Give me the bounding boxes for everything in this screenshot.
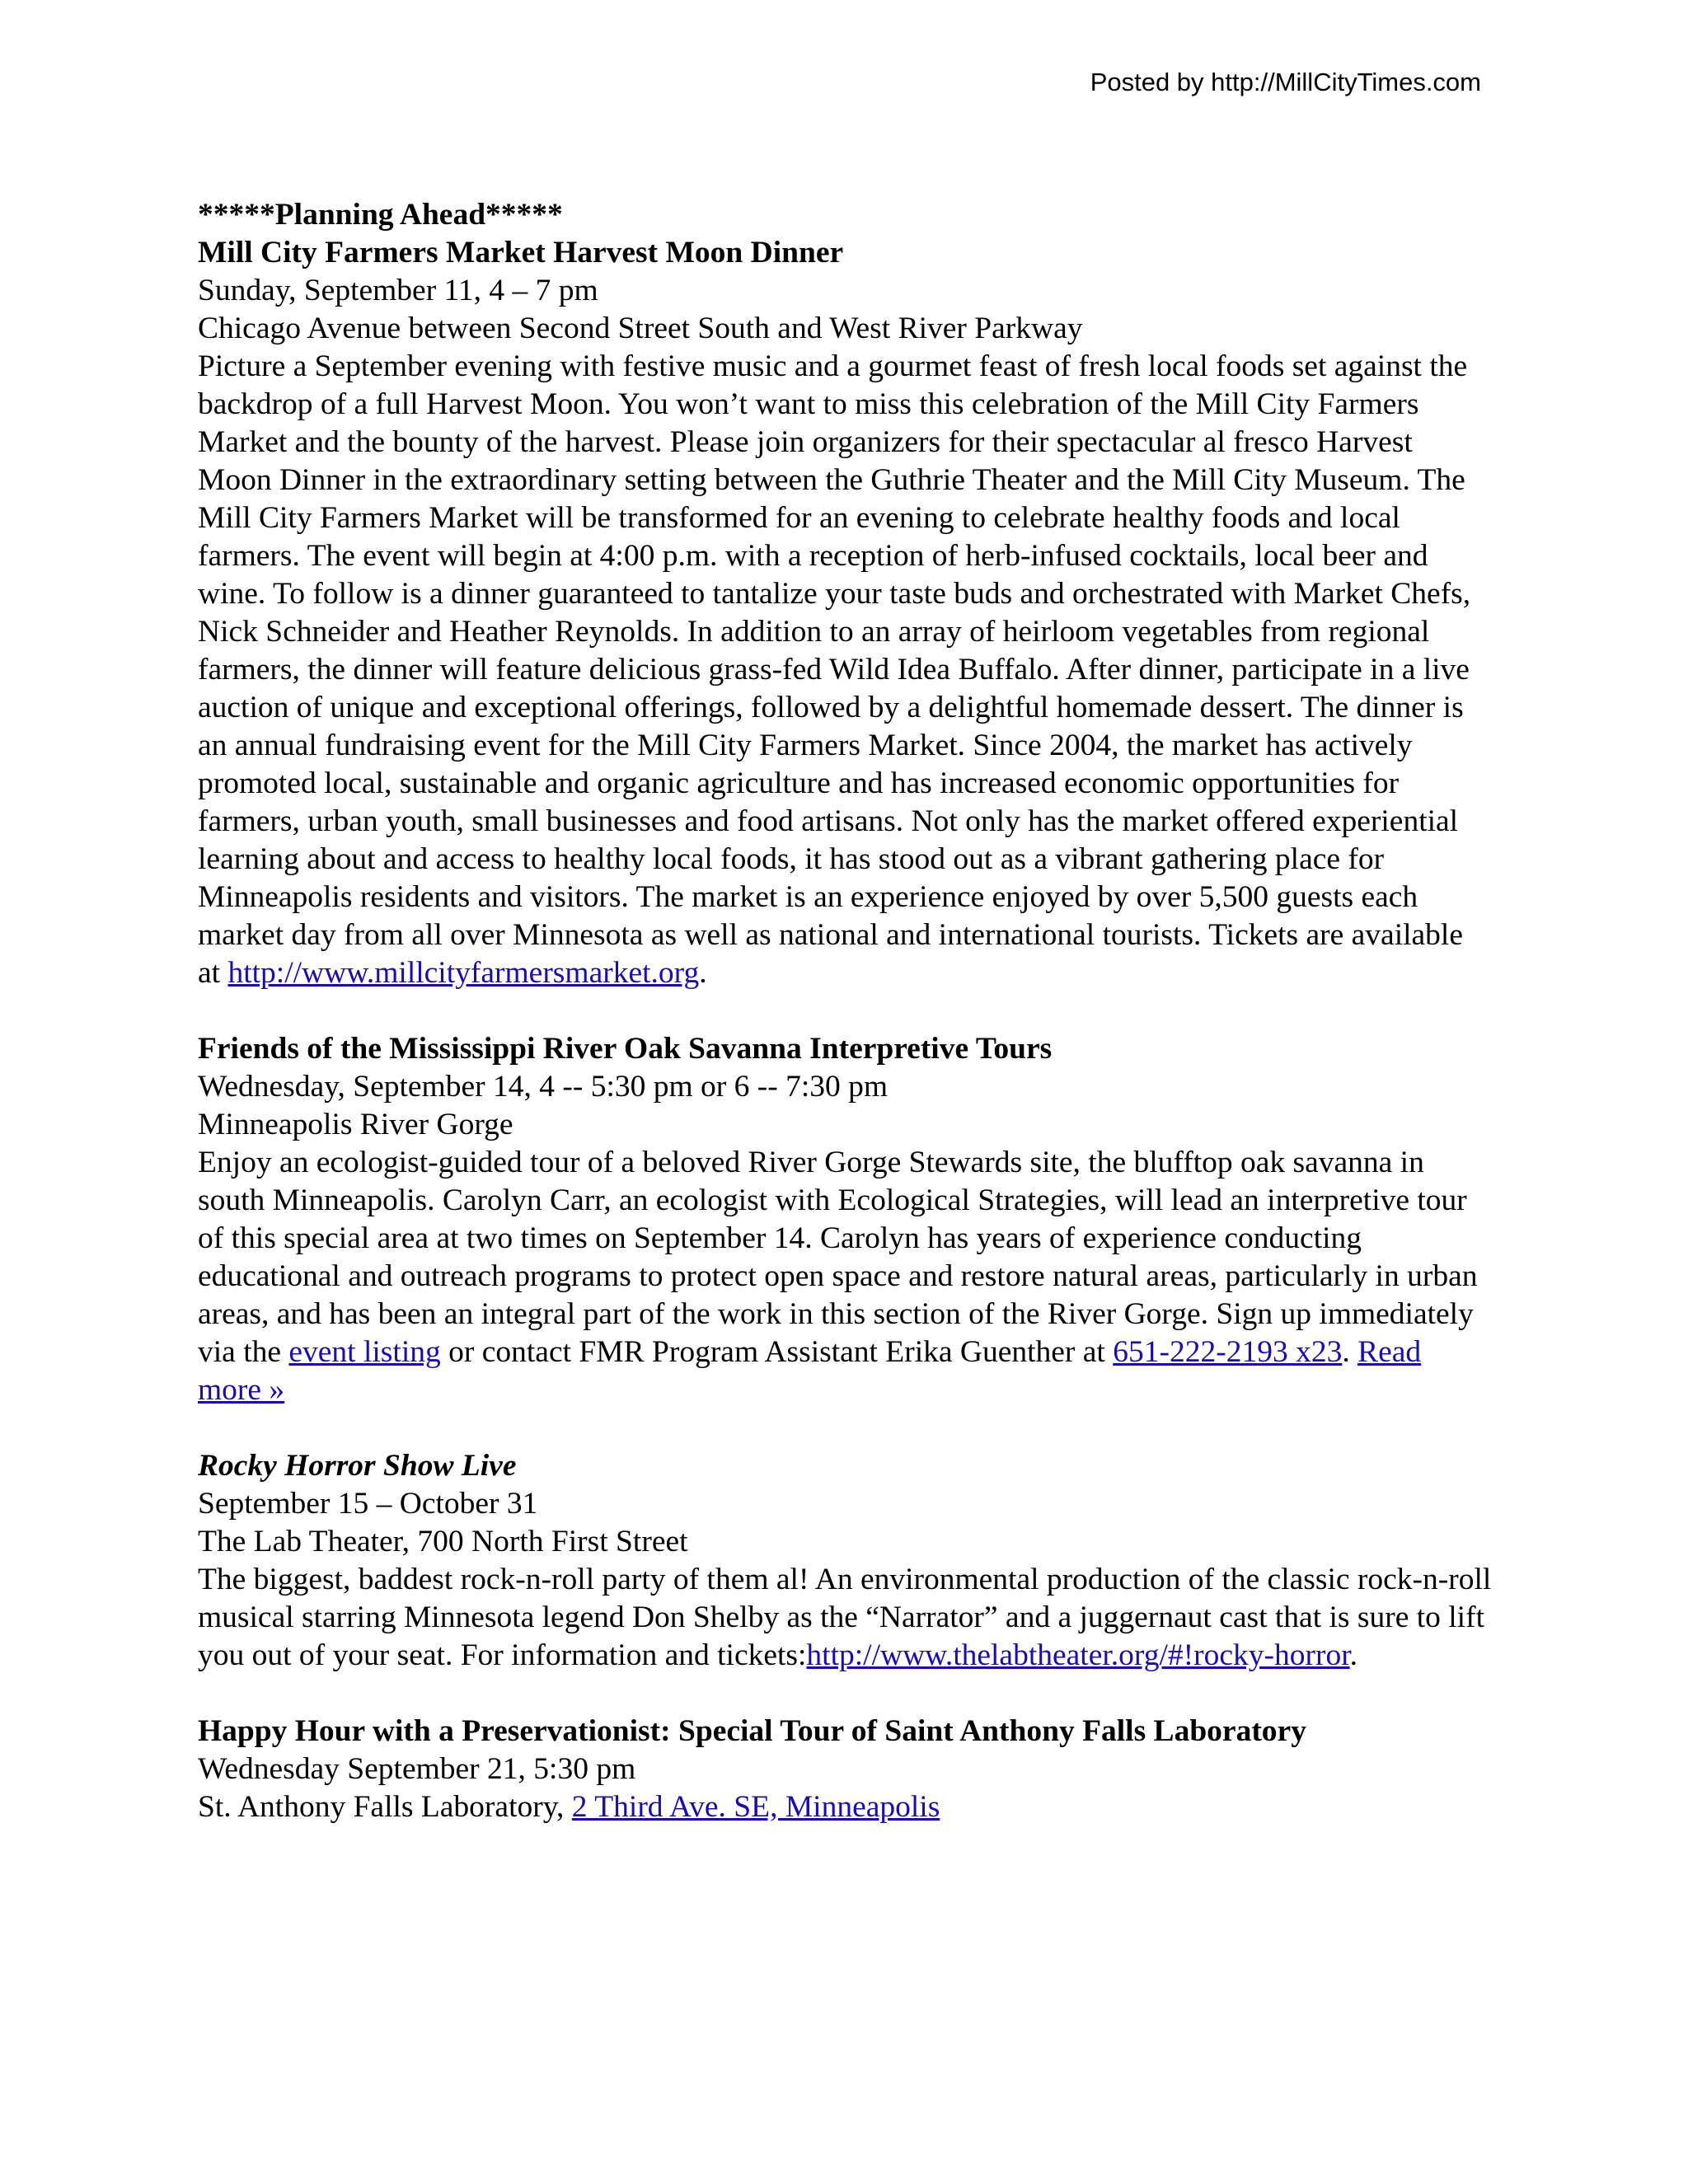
- rocky-horror-date: September 15 – October 31: [198, 1487, 538, 1521]
- document-content: [198, 196, 1492, 1826]
- harvest-moon-period: .: [699, 956, 707, 990]
- oak-savanna-contact-text: or contact FMR Program Assistant Erika Guenther at: [440, 1335, 1114, 1369]
- planning-ahead-banner: *****Planning Ahead*****: [198, 198, 563, 232]
- oak-savanna-location: Minneapolis River Gorge: [198, 1108, 513, 1141]
- happy-hour-location: [198, 1788, 1492, 1826]
- oak-savanna-description: [198, 1144, 1492, 1409]
- oak-savanna-date: Wednesday, September 14, 4 -- 5:30 pm or 6 -- 7:30 pm: [198, 1070, 889, 1104]
- happy-hour-section: [198, 1713, 1492, 1826]
- millcity-farmers-market-link[interactable]: http://www.millcityfarmersmarket.org: [227, 956, 700, 990]
- rocky-horror-title: Rocky Horror Show Live: [198, 1449, 517, 1483]
- harvest-moon-title: Mill City Farmers Market Harvest Moon Dinner: [198, 236, 844, 269]
- rocky-horror-section: [198, 1447, 1492, 1675]
- rocky-horror-body: The biggest, baddest rock-n-roll party of them al! An environmental production of the classic rock-n-roll musical starring Minnesota legend Don Shelby as the “Narrator” and a juggernaut cast that is sure to lift you out of your seat. For information and tickets:: [198, 1563, 1492, 1672]
- oak-savanna-separator: .: [1342, 1335, 1358, 1369]
- harvest-moon-location: Chicago Avenue between Second Street South and West River Parkway: [198, 312, 1083, 345]
- address-link[interactable]: 2 Third Ave. SE, Minneapolis: [571, 1790, 940, 1824]
- happy-hour-location-prefix: St. Anthony Falls Laboratory,: [198, 1790, 572, 1824]
- oak-savanna-body: Enjoy an ecologist-guided tour of a beloved River Gorge Stewards site, the blufftop oak savanna in south Minneapolis. Carolyn Carr, an ecologist with Ecological Strategies, will lead an interpretive tour of this special area at two times on September 14. Carolyn has years of experience conducting educational and outreach programs to protect open space and restore natural areas, particularly in urban areas, and has been an integral part of the work in this section of the River Gorge. Sign up immediately via the: [198, 1146, 1478, 1369]
- harvest-moon-body: Picture a September evening with festive music and a gourmet feast of fresh local foods set against the backdrop of a full Harvest Moon. You won’t want to miss this celebration of the Mill City Farmers Market and the bounty of the harvest. Please join organizers for their spectacular al fresco Harvest Moon Dinner in the extraordinary setting between the Guthrie Theater and the Mill City Museum. The Mill City Farmers Market will be transformed for an evening to celebrate healthy foods and local farmers. The event will begin at 4:00 p.m. with a reception of herb-infused cocktails, local beer and wine. To follow is a dinner guaranteed to tantalize your taste buds and orchestrated with Market Chefs, Nick Schneider and Heather Reynolds. In addition to an array of heirloom vegetables from regional farmers, the dinner will feature delicious grass-fed Wild Idea Buffalo. After dinner, participate in a live auction of unique and exceptional offerings, followed by a delightful homemade dessert. The dinner is an annual fundraising event for the Mill City Farmers Market. Since 2004, the market has actively promoted local, sustainable and organic agriculture and has increased economic opportunities for farmers, urban youth, small businesses and food artisans. Not only has the market offered experiential learning about and access to healthy local foods, it has stood out as a vibrant gathering place for Minneapolis residents and visitors. The market is an experience enjoyed by over 5,500 guests each market day from all over Minnesota as well as national and international tourists. Tickets are available at: [198, 349, 1471, 990]
- rocky-horror-description: [198, 1561, 1492, 1675]
- happy-hour-title: Happy Hour with a Preservationist: Special Tour of Saint Anthony Falls Laboratory: [198, 1714, 1306, 1748]
- oak-savanna-section: [198, 1030, 1492, 1409]
- happy-hour-date: Wednesday September 21, 5:30 pm: [198, 1752, 636, 1786]
- lab-theater-link[interactable]: http://www.thelabtheater.org/#!rocky-horror: [806, 1638, 1350, 1672]
- harvest-moon-section: [198, 196, 1492, 992]
- harvest-moon-date: Sunday, September 11, 4 – 7 pm: [198, 274, 598, 307]
- event-listing-link[interactable]: event listing: [288, 1335, 441, 1369]
- rocky-horror-period: .: [1349, 1638, 1357, 1672]
- harvest-moon-description: [198, 348, 1492, 992]
- oak-savanna-title: Friends of the Mississippi River Oak Savanna Interpretive Tours: [198, 1032, 1053, 1066]
- rocky-horror-location: The Lab Theater, 700 North First Street: [198, 1525, 688, 1558]
- posted-by-header: Posted by http://MillCityTimes.com: [1090, 68, 1481, 96]
- read-more-link[interactable]: Read more »: [198, 1335, 1422, 1407]
- phone-link[interactable]: 651-222-2193 x23: [1113, 1335, 1343, 1369]
